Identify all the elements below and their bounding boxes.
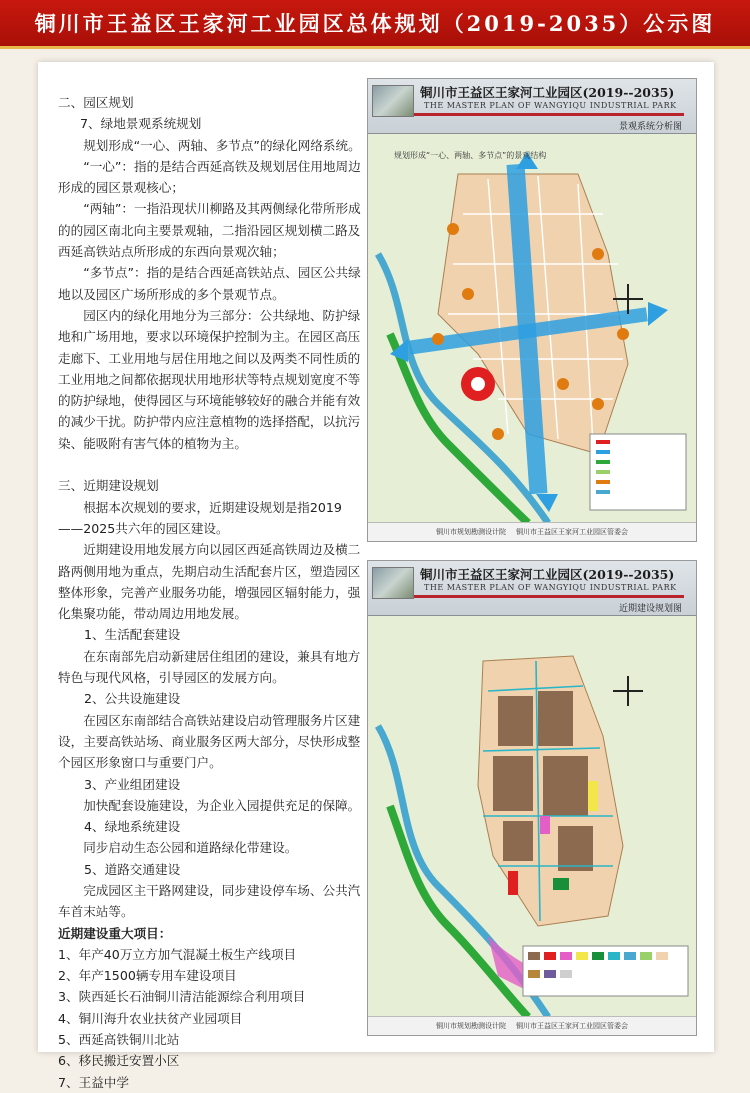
sub3-body: 加快配套设施建设，为企业入园提供充足的保障。 <box>83 797 361 813</box>
project-item: 1、年产40万立方加气混凝土板生产线项目 <box>58 946 297 962</box>
map-subtitle: THE MASTER PLAN OF WANGYIQU INDUSTRIAL PARK <box>424 101 677 110</box>
sub3-heading: 3、产业组团建设 <box>84 776 181 792</box>
landscape-system-map <box>367 78 697 542</box>
aerial-photo-thumbnail <box>372 85 414 117</box>
title-stripe <box>414 595 684 598</box>
map-label: 景观系统分析图 <box>618 122 682 132</box>
aerial-photo-thumbnail <box>372 567 414 599</box>
sub7-heading: 7、绿地景观系统规划 <box>80 116 202 132</box>
project-item: 4、铜川海升农业扶贫产业园项目 <box>58 1010 243 1026</box>
green-block <box>553 878 569 890</box>
section2-heading: 二、园区规划 <box>58 95 134 110</box>
project-item: 7、王益中学 <box>58 1074 129 1090</box>
map-subtitle: THE MASTER PLAN OF WANGYIQU INDUSTRIAL PARK <box>424 583 677 592</box>
near-term-construction-map <box>367 560 697 1036</box>
project-item: 2、年产1500辆专用车建设项目 <box>58 968 237 984</box>
paragraph-2: “一心”：指的是结合西延高铁及规划居住用地周边形成的园区景观核心； <box>58 158 361 196</box>
sub2-body: 在园区东南部结合高铁站建设启动管理服务片区建设，主要高铁站场、商业服务区两大部分，尽快形成整个园区形象窗口与重要门户。 <box>58 712 361 771</box>
map-footer <box>368 522 696 541</box>
map-header <box>368 79 696 134</box>
map-title: 铜川市王益区王家河工业园区(2019--2035) <box>420 567 675 582</box>
sub2-heading: 2、公共设施建设 <box>84 691 181 707</box>
sub5-body: 完成园区主干路网建设，同步建设停车场、公共汽车首末站等。 <box>58 882 361 920</box>
footer-designer: 铜川市规划勘测设计院 <box>436 1022 506 1030</box>
map-title: 铜川市王益区王家河工业园区(2019--2035) <box>420 85 675 100</box>
section3-heading: 三、近期建设规划 <box>58 478 159 494</box>
text-column <box>58 92 366 1093</box>
paragraph-1: 规划形成“一心、两轴、多节点”的绿化网络系统。 <box>83 137 361 153</box>
footer-client: 铜川市王益区王家河工业园区管委会 <box>516 1022 628 1030</box>
footer-designer: 铜川市规划勘测设计院 <box>436 528 506 536</box>
project-item: 6、移民搬迁安置小区 <box>58 1053 180 1069</box>
paragraph-5: 园区内的绿化用地分为三部分：公共绿地、防护绿地和广场用地，要求以环境保护控制为主。在园区高压走廊下、工业用地与居住用地之间以及两类不同性质的工业用地之间都依据现状用地形状等特点规划宽度不等的防护绿地，使得园区与环境能够较好的融合并能有效的减少干扰。防护带内应注意植物的选择搭配，以抗污染、能吸附有害气体的植物为主。 <box>58 307 361 451</box>
paragraph-4: “多节点”：指的是结合西延高铁站点、园区公共绿地以及园区广场所形成的多个景观节点。 <box>58 265 361 302</box>
project-item: 3、陕西延长石油铜川清洁能源综合利用项目 <box>58 989 306 1005</box>
paragraph-3: “两轴”：一指沿现状川柳路及其两侧绿化带所形成的的园区南北向主要景观轴，二指沿园区规划横二路及西延高铁站点所形成的东西向景观次轴； <box>58 201 361 260</box>
construction-map-drawing <box>368 616 696 1017</box>
paragraph-7: 近期建设用地发展方向以园区西延高铁周边及横二路两侧用地为重点，先期启动生活配套片区，塑造园区整体形象，完善产业服务功能，增强园区辐射能力，强化集聚功能，带动周边用地发展。 <box>58 542 361 622</box>
sub1-body: 在东南部先启动新建居住组团的建设，兼具有地方特色与现代风格，引导园区的发展方向。 <box>58 648 361 686</box>
sub5-heading: 5、道路交通建设 <box>84 861 181 877</box>
sub4-body: 同步启动生态公园和道路绿化带建设。 <box>83 840 298 856</box>
landscape-map-drawing <box>368 134 696 523</box>
commercial-block <box>588 781 598 811</box>
map-label: 近期建设规划图 <box>618 604 682 614</box>
map-footer <box>368 1016 696 1035</box>
map-note: 规划形成“一心、两轴、多节点”的景观结构 <box>394 151 547 160</box>
public-facility-block <box>508 871 518 895</box>
residential-block <box>540 816 550 834</box>
map-header <box>368 561 696 616</box>
sub4-heading: 4、绿地系统建设 <box>84 819 181 835</box>
spacer <box>58 454 366 475</box>
title-banner <box>0 0 750 49</box>
title-stripe <box>414 113 684 116</box>
projects-heading: 近期建设重大项目： <box>58 925 172 941</box>
paragraph-6: 根据本次规划的要求，近期建设规划是指2019——2025共六年的园区建设。 <box>58 499 342 536</box>
footer-client: 铜川市王益区王家河工业园区管委会 <box>516 528 628 536</box>
project-item: 5、西延高铁铜川北站 <box>58 1032 180 1048</box>
sub1-heading: 1、生活配套建设 <box>84 627 181 643</box>
banner-title: 铜川市王益区王家河工业园区总体规划（2019-2035）公示图 <box>34 11 716 36</box>
